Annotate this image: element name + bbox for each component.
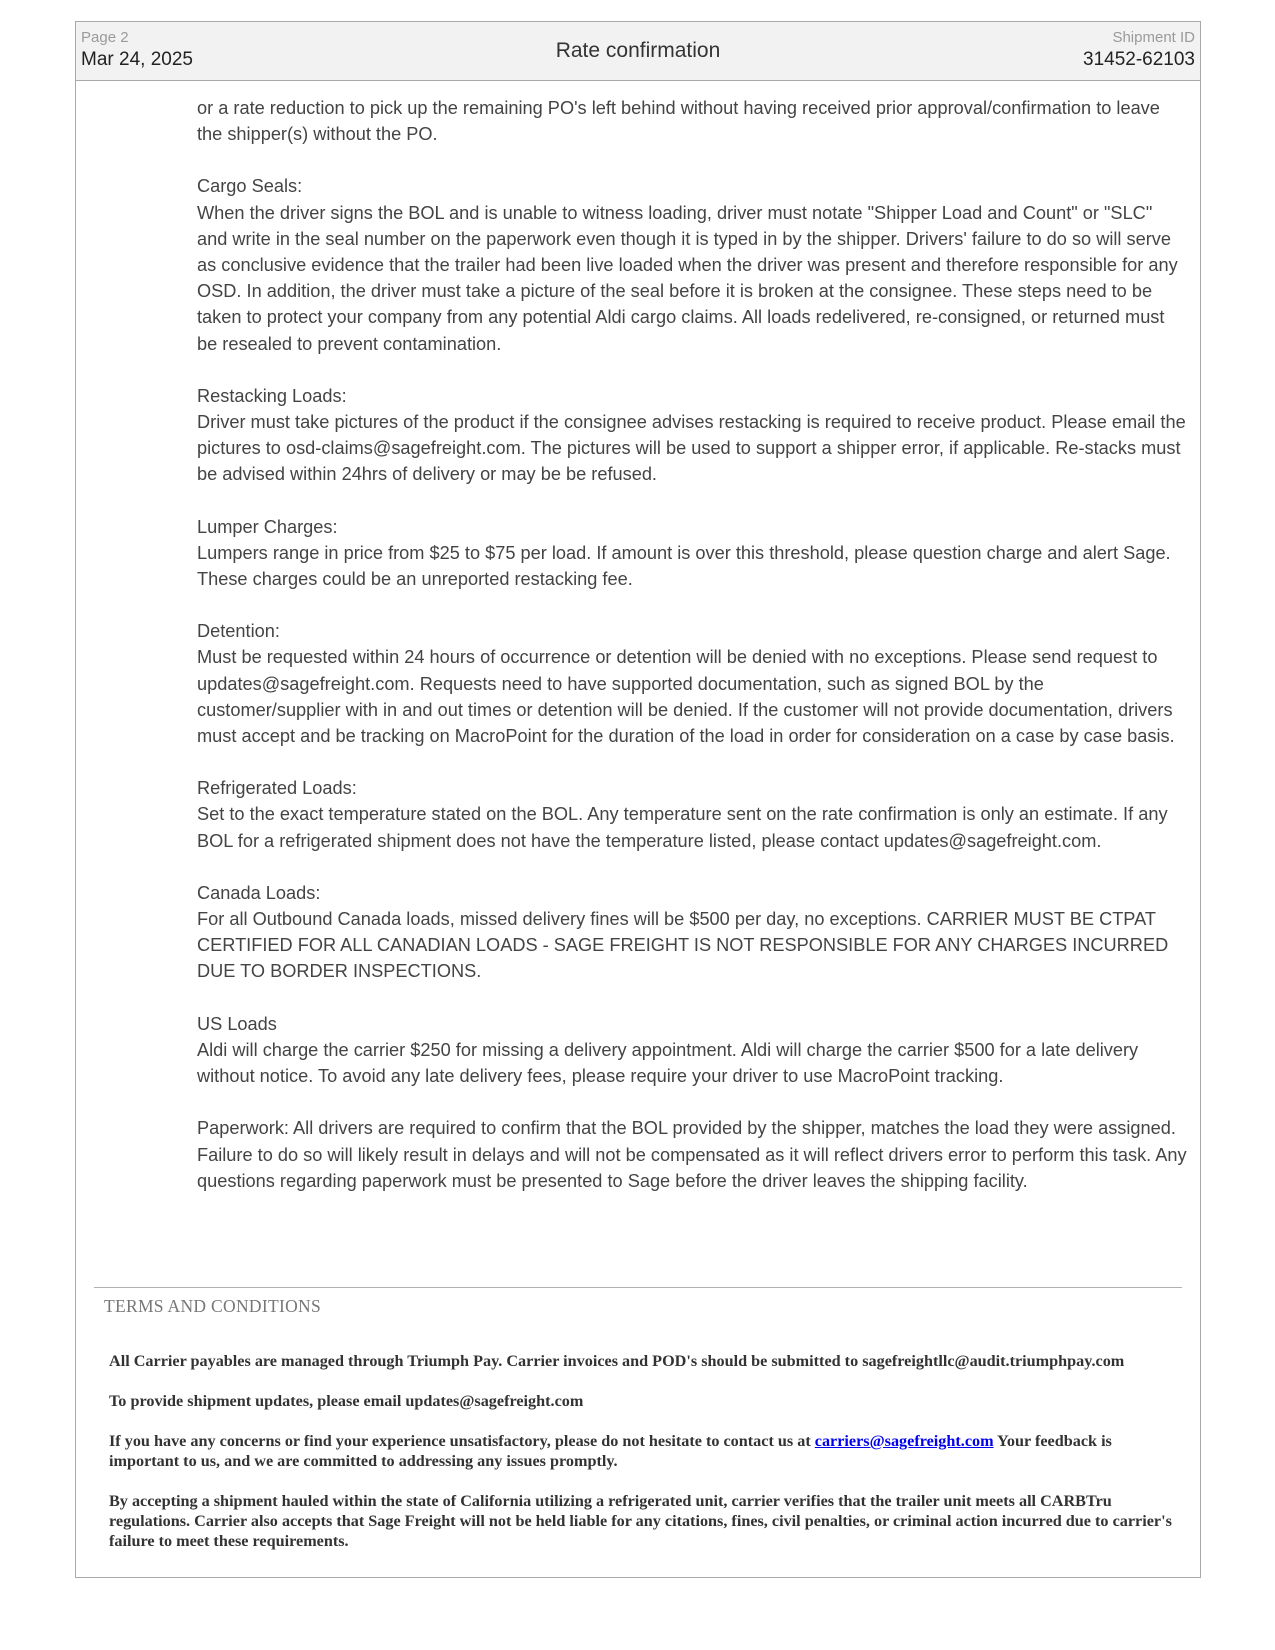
carriers-email-link[interactable]: carriers@sagefreight.com	[814, 1432, 994, 1450]
terms-updates-paragraph: To provide shipment updates, please email updates@sagefreight.com	[109, 1392, 584, 1410]
section-restacking-loads	[197, 383, 1187, 488]
instructions-body	[197, 95, 1187, 1220]
page-header	[76, 22, 1200, 81]
terms-contact-text: If you have any concerns or find your experience unsatisfactory, please do not hesitate to contact us at	[109, 1432, 815, 1450]
terms-heading: TERMS AND CONDITIONS	[104, 1296, 321, 1316]
terms-body	[109, 1351, 1184, 1571]
section-heading: Restacking Loads:	[197, 385, 347, 406]
section-heading: Canada Loads:	[197, 882, 321, 903]
shipment-id-label: Shipment ID	[1112, 29, 1195, 46]
shipment-id-value: 31452-62103	[1083, 49, 1195, 70]
section-lumper-charges	[197, 514, 1187, 593]
terms-payables-paragraph: All Carrier payables are managed through Triumph Pay. Carrier invoices and POD's should be submitted to sagefreightllc@audit.triumphpay.com	[109, 1352, 1125, 1370]
section-cargo-seals	[197, 173, 1187, 356]
section-text: Lumpers range in price from $25 to $75 per load. If amount is over this threshold, please question charge and alert Sage. These charges could be an unreported restacking fee.	[197, 542, 1171, 590]
document-date: Mar 24, 2025	[81, 49, 193, 70]
section-text: Aldi will charge the carrier $250 for missing a delivery appointment. Aldi will charge the carrier $500 for a late delivery without notice. To avoid any late delivery fees, please require your driver to use MacroPoint tracking.	[197, 1039, 1139, 1087]
terms-contact-text-end: Your feedback is important to us, and we are committed to addressing any issues promptly.	[109, 1432, 1112, 1470]
section-text: For all Outbound Canada loads, missed delivery fines will be $500 per day, no exceptions. CARRIER MUST BE CTPAT CERTIFIED FOR ALL CANADIAN LOADS - SAGE FREIGHT IS NOT RESPONSIBLE FOR ANY CHARGES INCURRED DUE TO BORDER INSPECTIONS.	[197, 909, 1169, 982]
document-title: Rate confirmation	[555, 39, 721, 62]
section-heading: Refrigerated Loads:	[197, 778, 357, 799]
intro-paragraph: or a rate reduction to pick up the remaining PO's left behind without having received prior approval/confirmation to leave the shipper(s) without the PO.	[197, 98, 1160, 145]
terms-contact-paragraph	[109, 1431, 1184, 1471]
section-heading: US Loads	[197, 1013, 277, 1034]
paperwork-paragraph: Paperwork: All drivers are required to confirm that the BOL provided by the shipper, matches the load they were assigned. Failure to do so will likely result in delays and will not be compensated as it will reflect drivers error to perform this task. Any questions regarding paperwork must be presented to Sage before the driver leaves the shipping facility.	[197, 1118, 1187, 1191]
page-number-label: Page 2	[81, 29, 129, 46]
section-text: Must be requested within 24 hours of occurrence or detention will be denied with no exceptions. Please send request to updates@sagefreight.com. Requests need to have supported documentation, such as signed BOL by the customer/supplier with in and out times or detention will be denied. If the customer will not provide documentation, drivers must accept and be tracking on MacroPoint for the duration of the load in order for consideration on a case by case basis.	[197, 647, 1175, 747]
section-us-loads	[197, 1011, 1187, 1090]
section-detention	[197, 618, 1187, 749]
section-text: Driver must take pictures of the product if the consignee advises restacking is required to receive product. Please email the pictures to osd-claims@sagefreight.com. The pictures will be used to support a shipper error, if applicable. Re-stacks must be advised within 24hrs of delivery or may be be refused.	[197, 412, 1186, 485]
section-text: When the driver signs the BOL and is unable to witness loading, driver must notate "Shipper Load and Count" or "SLC" and write in the seal number on the paperwork even though it is typed in by the shipper. Drivers' failure to do so will serve as conclusive evidence that the trailer had been live loaded when the driver was present and therefore responsible for any OSD. In addition, the driver must take a picture of the seal before it is broken at the consignee. These steps need to be taken to protect your company from any potential Aldi cargo claims. All loads redelivered, re-consigned, or returned must be resealed to prevent contamination.	[197, 202, 1178, 354]
section-heading: Lumper Charges:	[197, 516, 338, 537]
section-heading: Cargo Seals:	[197, 176, 303, 197]
section-refrigerated-loads	[197, 775, 1187, 854]
header-right	[1083, 29, 1195, 73]
section-text: Set to the exact temperature stated on the BOL. Any temperature sent on the rate confirmation is only an estimate. If any BOL for a refrigerated shipment does not have the temperature listed, please contact updates@sagefreight.com.	[197, 804, 1168, 851]
page-frame	[75, 21, 1201, 1578]
section-heading: Detention:	[197, 621, 280, 642]
terms-california-paragraph: By accepting a shipment hauled within the state of California utilizing a refrigerated unit, carrier verifies that the trailer unit meets all CARBTru regulations. Carrier also accepts that Sage Freight will not be held liable for any citations, fines, civil penalties, or criminal action incurred due to carrier's failure to meet these requirements.	[109, 1492, 1172, 1550]
terms-divider	[94, 1287, 1182, 1288]
section-canada-loads	[197, 880, 1187, 985]
